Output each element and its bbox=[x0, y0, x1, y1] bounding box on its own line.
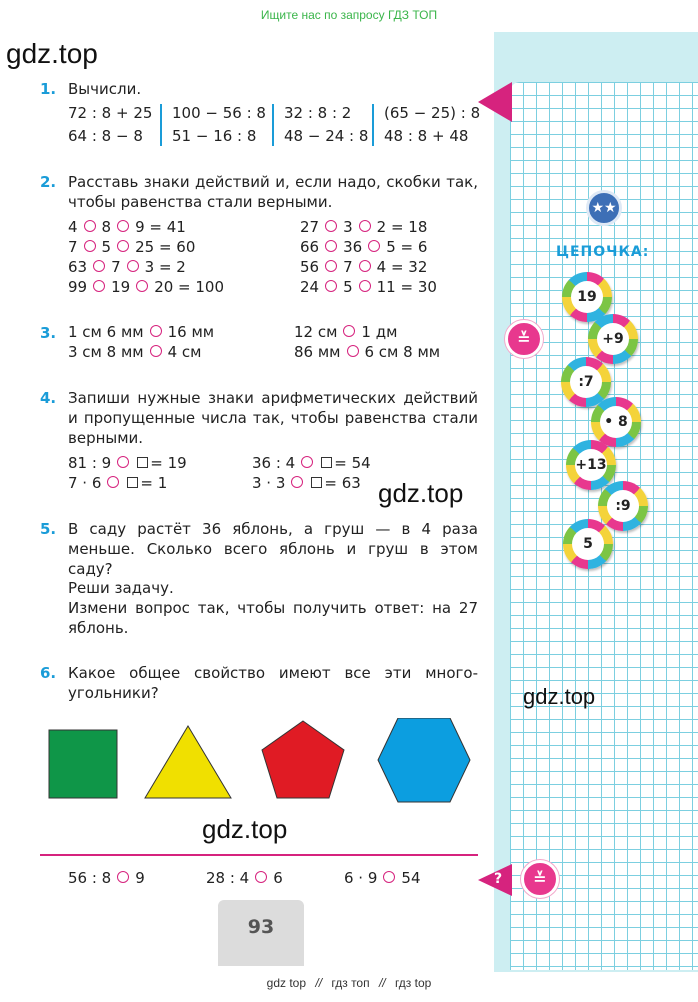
answer-box[interactable] bbox=[127, 477, 138, 488]
operand: 4 = 32 bbox=[376, 258, 428, 276]
operand: 4 bbox=[68, 218, 78, 236]
comparison-row bbox=[294, 343, 440, 361]
check-row bbox=[344, 869, 421, 887]
operand: 5 = 6 bbox=[386, 238, 428, 256]
answer-circle[interactable] bbox=[343, 325, 355, 337]
task-number: 1. bbox=[40, 80, 57, 98]
chain-value: :7 bbox=[570, 366, 602, 398]
operand: 7 bbox=[111, 258, 121, 276]
expression: 64 : 8 − 8 bbox=[68, 127, 143, 145]
result: = 63 bbox=[324, 474, 361, 492]
answer-circle[interactable] bbox=[325, 280, 337, 292]
operand: 5 bbox=[101, 238, 112, 256]
expression: 48 : 8 + 48 bbox=[384, 127, 469, 145]
expression: 7 · 6 bbox=[68, 474, 102, 492]
divider-line bbox=[40, 854, 478, 856]
help-icon[interactable]: ? bbox=[494, 871, 503, 887]
check-row bbox=[68, 869, 145, 887]
watermark: gdz.top bbox=[523, 684, 596, 709]
operand: 7 bbox=[68, 238, 78, 256]
divider bbox=[372, 104, 374, 146]
tool-badge-icon[interactable]: ≚ bbox=[521, 860, 559, 898]
footer-link[interactable]: гдз топ bbox=[331, 976, 370, 990]
operand: 24 bbox=[300, 278, 320, 296]
answer-circle[interactable] bbox=[150, 325, 162, 337]
value: 1 дм bbox=[361, 323, 398, 341]
operand: 9 = 41 bbox=[135, 218, 186, 236]
answer-circle[interactable] bbox=[368, 240, 380, 252]
answer-circle[interactable] bbox=[117, 240, 129, 252]
comparison-row bbox=[68, 323, 214, 341]
chain-value: • 8 bbox=[600, 406, 632, 438]
divider bbox=[160, 104, 162, 146]
expression: 72 : 8 + 25 bbox=[68, 104, 153, 122]
divider bbox=[272, 104, 274, 146]
operand: 3 = 2 bbox=[144, 258, 186, 276]
operand: 99 bbox=[68, 278, 88, 296]
star-badge-icon: ★★ bbox=[586, 190, 622, 226]
equation-row bbox=[68, 258, 186, 276]
yellow-triangle bbox=[145, 726, 231, 798]
footer-link[interactable]: гдз top bbox=[394, 976, 432, 990]
operand: 11 = 30 bbox=[376, 278, 437, 296]
answer-circle[interactable] bbox=[359, 280, 371, 292]
expression: 81 : 9 bbox=[68, 454, 112, 472]
chain-title: ЦЕПОЧКА: bbox=[556, 244, 650, 260]
chain-value: 19 bbox=[571, 281, 603, 313]
expression: (65 − 25) : 8 bbox=[384, 104, 481, 122]
equation-row bbox=[252, 454, 371, 472]
chain-value: +13 bbox=[575, 449, 607, 481]
tool-badge-icon[interactable]: ≚ bbox=[505, 320, 543, 358]
chain-ring bbox=[598, 481, 648, 531]
equation-row bbox=[300, 218, 427, 236]
result: = 1 bbox=[140, 474, 168, 492]
equation-row bbox=[68, 454, 187, 472]
result: = 19 bbox=[150, 454, 187, 472]
operand: 5 bbox=[343, 278, 353, 296]
answer-circle[interactable] bbox=[347, 345, 359, 357]
watermark: gdz.top bbox=[202, 814, 288, 844]
answer-circle[interactable] bbox=[117, 220, 129, 232]
operand: 66 bbox=[300, 238, 320, 256]
answer-circle[interactable] bbox=[255, 871, 267, 883]
expression: 48 − 24 : 8 bbox=[284, 127, 369, 145]
value: 6 bbox=[273, 869, 283, 887]
task-text: Какое общее свойство имеют все эти много-угольники? bbox=[68, 664, 478, 702]
answer-circle[interactable] bbox=[84, 220, 96, 232]
task-text: В саду растёт 36 яблонь, а груш — в 4 раза меньше. Сколько всего яблонь и груш в этом саду? bbox=[68, 520, 478, 578]
polygons-figure bbox=[40, 718, 480, 804]
answer-circle[interactable] bbox=[136, 280, 148, 292]
answer-circle[interactable] bbox=[325, 260, 337, 272]
expression: 6 · 9 bbox=[344, 869, 378, 887]
operand: 63 bbox=[68, 258, 88, 276]
equation-row bbox=[68, 218, 186, 236]
expression: 32 : 8 : 2 bbox=[284, 104, 352, 122]
footer-link[interactable]: gdz top bbox=[266, 976, 307, 990]
answer-box[interactable] bbox=[137, 457, 148, 468]
value: 4 см bbox=[167, 343, 202, 361]
answer-circle[interactable] bbox=[301, 456, 313, 468]
operand: 8 bbox=[101, 218, 112, 236]
check-row bbox=[206, 869, 283, 887]
value: 9 bbox=[135, 869, 145, 887]
answer-circle[interactable] bbox=[93, 260, 105, 272]
chain-ring bbox=[588, 314, 638, 364]
answer-circle[interactable] bbox=[127, 260, 139, 272]
equation-row bbox=[68, 238, 195, 256]
chain-value: :9 bbox=[607, 490, 639, 522]
value: 6 см 8 мм bbox=[364, 343, 441, 361]
expression: 3 · 3 bbox=[252, 474, 286, 492]
expression: 36 : 4 bbox=[252, 454, 296, 472]
operand: 25 = 60 bbox=[135, 238, 196, 256]
chain-value: 5 bbox=[572, 528, 604, 560]
task-line: Реши задачу. bbox=[68, 579, 174, 597]
operand: 19 bbox=[111, 278, 131, 296]
value: 3 см 8 мм bbox=[68, 343, 144, 361]
answer-circle[interactable] bbox=[359, 220, 371, 232]
top-banner[interactable]: Ищите нас по запросу ГДЗ ТОП bbox=[260, 8, 438, 22]
expression: 100 − 56 : 8 bbox=[172, 104, 266, 122]
answer-circle[interactable] bbox=[383, 871, 395, 883]
operand: 7 bbox=[343, 258, 353, 276]
result: = 54 bbox=[334, 454, 371, 472]
answer-circle[interactable] bbox=[107, 476, 119, 488]
task-line: Измени вопрос так, чтобы получить ответ: на 27 яблонь. bbox=[68, 599, 478, 637]
equation-row bbox=[68, 278, 224, 296]
chain-ring bbox=[563, 519, 613, 569]
expression: 56 : 8 bbox=[68, 869, 112, 887]
operand: 20 = 100 bbox=[154, 278, 225, 296]
answer-circle[interactable] bbox=[117, 871, 129, 883]
footer-links bbox=[0, 976, 698, 990]
page-number: 93 bbox=[218, 900, 304, 966]
watermark: gdz.top bbox=[378, 478, 464, 508]
value: 12 см bbox=[294, 323, 338, 341]
answer-circle[interactable] bbox=[84, 240, 96, 252]
task-number: 2. bbox=[40, 173, 57, 191]
watermark: gdz.top bbox=[6, 38, 98, 69]
operand: 56 bbox=[300, 258, 320, 276]
task-number: 5. bbox=[40, 520, 57, 538]
answer-box[interactable] bbox=[321, 457, 332, 468]
task-number: 4. bbox=[40, 389, 57, 407]
task-text: Запиши нужные знаки арифметических действий и пропущенные числа так, чтобы равенства стали верными. bbox=[68, 389, 478, 447]
equation-row bbox=[300, 258, 427, 276]
chain-value: +9 bbox=[597, 323, 629, 355]
answer-circle[interactable] bbox=[325, 220, 337, 232]
expression: 28 : 4 bbox=[206, 869, 250, 887]
answer-circle[interactable] bbox=[93, 280, 105, 292]
equation-row bbox=[252, 474, 361, 492]
equation-row bbox=[300, 278, 437, 296]
blue-hexagon bbox=[378, 718, 470, 802]
footer-separator: // bbox=[378, 976, 386, 990]
value: 16 мм bbox=[167, 323, 215, 341]
red-pentagon bbox=[262, 721, 344, 798]
operand: 36 bbox=[343, 238, 363, 256]
equation-row bbox=[68, 474, 167, 492]
value: 86 мм bbox=[294, 343, 341, 361]
chain-ring bbox=[566, 440, 616, 490]
answer-circle[interactable] bbox=[117, 456, 129, 468]
operand: 27 bbox=[300, 218, 320, 236]
answer-circle[interactable] bbox=[291, 476, 303, 488]
equation-row bbox=[300, 238, 427, 256]
expression: 51 − 16 : 8 bbox=[172, 127, 257, 145]
chain-ring bbox=[591, 397, 641, 447]
operand: 3 bbox=[343, 218, 353, 236]
task-text: Расставь знаки действий и, если надо, скобки так, чтобы равенства стали верными. bbox=[68, 173, 478, 211]
pointer-arrow bbox=[478, 82, 512, 122]
answer-circle[interactable] bbox=[359, 260, 371, 272]
task-title: Вычисли. bbox=[68, 80, 142, 98]
answer-circle[interactable] bbox=[325, 240, 337, 252]
comparison-row bbox=[68, 343, 201, 361]
value: 54 bbox=[401, 869, 421, 887]
comparison-row bbox=[294, 323, 397, 341]
answer-box[interactable] bbox=[311, 477, 322, 488]
value: 1 см 6 мм bbox=[68, 323, 144, 341]
operand: 2 = 18 bbox=[376, 218, 428, 236]
task-number: 6. bbox=[40, 664, 57, 682]
footer-separator: // bbox=[315, 976, 323, 990]
task-number: 3. bbox=[40, 324, 57, 342]
green-square bbox=[49, 730, 117, 798]
answer-circle[interactable] bbox=[150, 345, 162, 357]
